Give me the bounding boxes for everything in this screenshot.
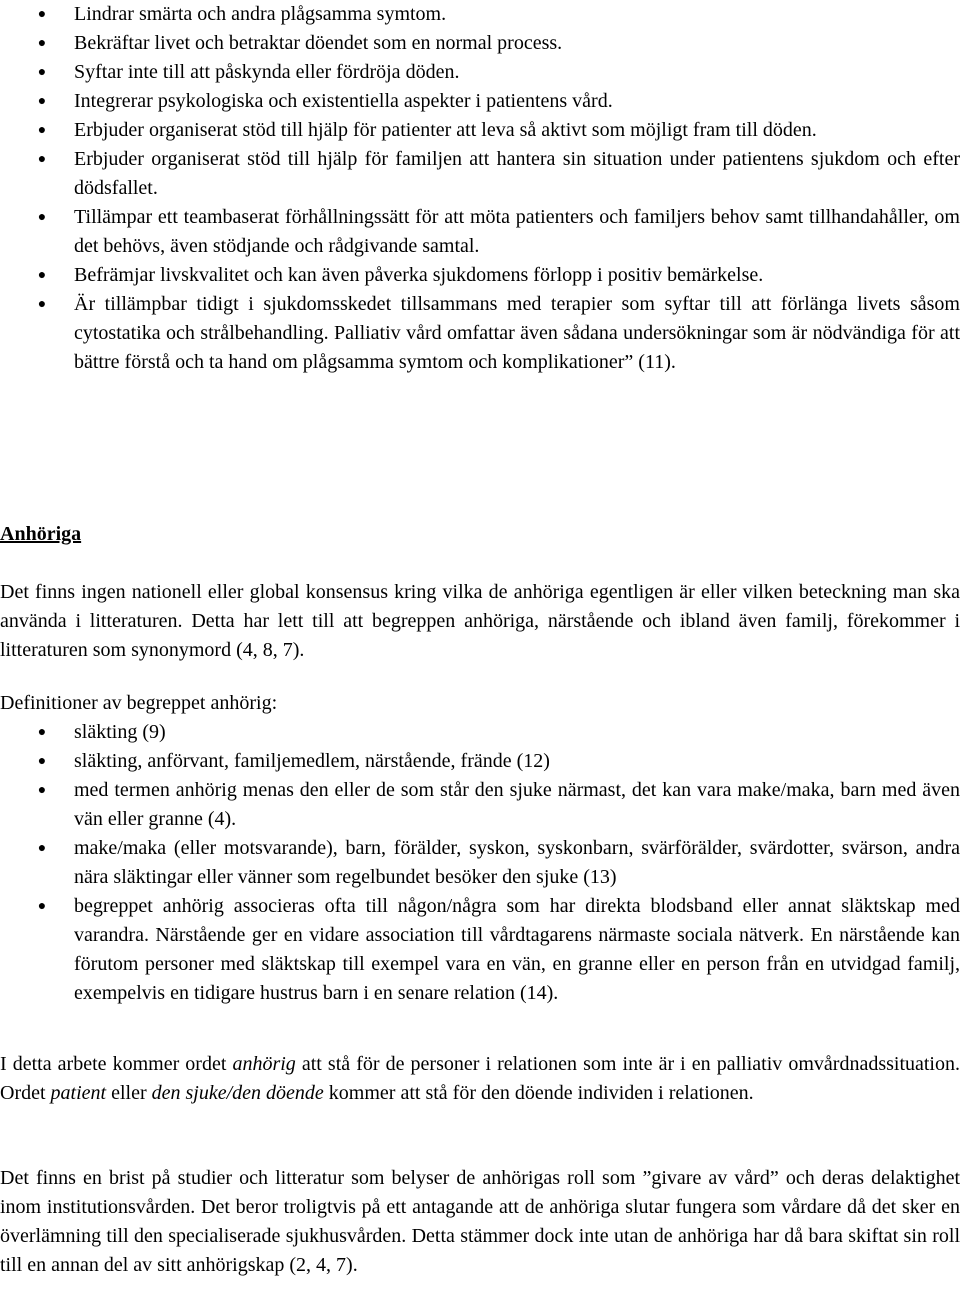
bullet-icon: ● bbox=[37, 210, 47, 225]
bullet-icon: ● bbox=[37, 725, 47, 740]
bullet-icon: ● bbox=[37, 36, 47, 51]
bullet-icon: ● bbox=[37, 899, 47, 914]
term-sjuke: den sjuke/den döende bbox=[151, 1082, 324, 1104]
list-item: ● Är tillämpbar tidigt i sjukdomsskedet tillsammans med terapier som syftar till att förlänga livets såsom cytostatika och strålbehandling. Palliativ vård omfattar även sådana undersökningar som är nödvändiga för att bättre förstå och ta hand om plågsamma symtom och komplikationer” (11). bbox=[0, 290, 960, 377]
list-item: ● Erbjuder organiserat stöd till hjälp för familjen att hantera sin situation under patientens sjukdom och efter dödsfallet. bbox=[0, 145, 960, 203]
bullet-icon: ● bbox=[37, 152, 47, 167]
list-item: ● Bekräftar livet och betraktar döendet som en normal process. bbox=[0, 29, 960, 58]
bullet-icon: ● bbox=[37, 841, 47, 856]
list-item: ● Befrämjar livskvalitet och kan även påverka sjukdomens förlopp i positiv bemärkelse. bbox=[0, 261, 960, 290]
bullet-icon: ● bbox=[37, 297, 47, 312]
list-item: ● släkting, anförvant, familjemedlem, närstående, frände (12) bbox=[0, 747, 960, 776]
closing-paragraph: Det finns en brist på studier och litteratur som belyser de anhörigas roll som ”givare av vård” och deras delaktighet inom institutionsvården. Det beror troligtvis på ett antagande att de anhöriga slutar fungera som vårdare då det sker en överlämning till den specialiserade sjukhusvården. Detta stämmer dock inte utan de anhöriga har då bara skiftat sin roll till en annan del av sitt anhörigskap (2, 4, 7). bbox=[0, 1167, 960, 1276]
term-anhorig: anhörig bbox=[232, 1053, 296, 1075]
definitions-label: Definitioner av begreppet anhörig: bbox=[0, 692, 278, 714]
section-heading: Anhöriga bbox=[0, 523, 82, 545]
definitions-list bbox=[0, 718, 960, 1008]
list-item: ● med termen anhörig menas den eller de som står den sjuke närmast, det kan vara make/maka, barn med även vän eller granne (4). bbox=[0, 776, 960, 834]
list-item: ● Integrerar psykologiska och existentiella aspekter i patientens vård. bbox=[0, 87, 960, 116]
palliative-care-list bbox=[0, 0, 960, 377]
bullet-icon: ● bbox=[37, 94, 47, 109]
bullet-icon: ● bbox=[37, 123, 47, 138]
usage-paragraph: I detta arbete kommer ordet anhörig att stå för de personer i relationen som inte är i en palliativ omvårdnadssituation. Ordet patient eller den sjuke/den döende kommer att stå för den döende individen i relationen. bbox=[0, 1053, 960, 1104]
bullet-icon: ● bbox=[37, 754, 47, 769]
list-item: ● make/maka (eller motsvarande), barn, förälder, syskon, syskonbarn, svärförälder, svärdotter, svärson, andra nära släktingar eller vänner som regelbundet besöker den sjuke (13) bbox=[0, 834, 960, 892]
list-item: ● begreppet anhörig associeras ofta till någon/några som har direkta blodsband eller annat släktskap med varandra. Närstående ger en vidare association till vårdtagarens närmaste sociala nätverk. En närstående kan förutom personer med släktskap till exempel vara en vän, en granne eller en person från en utvidgad familj, exempelvis en tidigare hustrus barn i en senare relation (14). bbox=[0, 892, 960, 1008]
bullet-icon: ● bbox=[37, 65, 47, 80]
list-item: ● Tillämpar ett teambaserat förhållningssätt för att möta patienters och familjers behov samt tillhandahåller, om det behövs, även stödjande och rådgivande samtal. bbox=[0, 203, 960, 261]
term-patient: patient bbox=[50, 1082, 107, 1104]
intro-paragraph: Det finns ingen nationell eller global konsensus kring vilka de anhöriga egentligen är eller vilken beteckning man ska använda i litteraturen. Detta har lett till att begreppen anhöriga, närstående och ibland även familj, förekommer i litteraturen som synonymord (4, 8, 7). bbox=[0, 581, 960, 661]
bullet-icon: ● bbox=[37, 7, 47, 22]
list-item: ● Syftar inte till att påskynda eller fördröja döden. bbox=[0, 58, 960, 87]
bullet-icon: ● bbox=[37, 268, 47, 283]
bullet-icon: ● bbox=[37, 783, 47, 798]
list-item: ● Lindrar smärta och andra plågsamma symtom. bbox=[0, 0, 960, 29]
list-item: ● Erbjuder organiserat stöd till hjälp för patienter att leva så aktivt som möjligt fram till döden. bbox=[0, 116, 960, 145]
list-item: ● släkting (9) bbox=[0, 718, 960, 747]
